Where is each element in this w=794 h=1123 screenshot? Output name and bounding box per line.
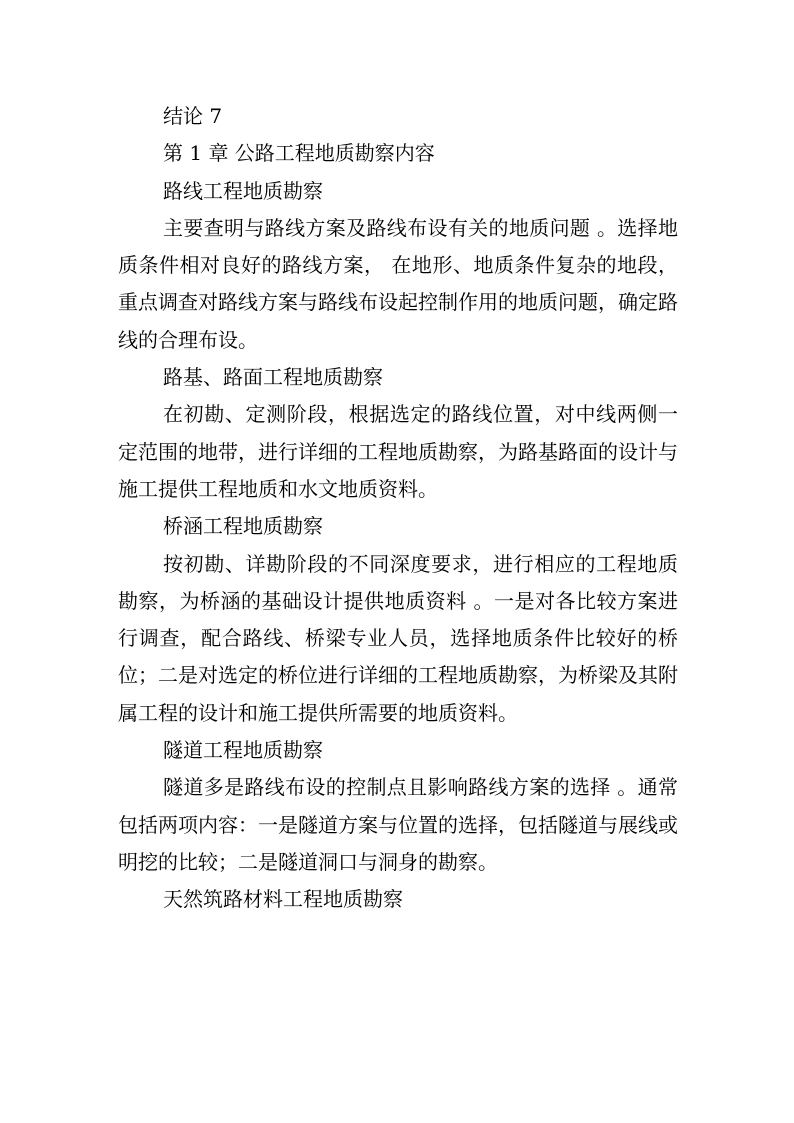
- section-body-route: 主要查明与路线方案及路线布设有关的地质问题 。选择地质条件相对良好的路线方案， 在地形、地质条件复杂的地段，重点调查对路线方案与路线布设起控制作用的地质问题，确定路线的合理布设。: [118, 215, 678, 352]
- document-content: [118, 98, 678, 919]
- chapter-heading: 第 1 章 公路工程地质勘察内容: [163, 141, 435, 166]
- section-title-subgrade: 路基、路面工程地质勘察: [163, 365, 383, 390]
- section-title-bridge: 桥涵工程地质勘察: [163, 514, 323, 539]
- section-body-tunnel: 隧道多是路线布设的控制点且影响路线方案的选择 。通常包括两项内容：一是隧道方案与位置的选择，包括隧道与展线或明挖的比较；二是隧道洞口与洞身的勘察。: [118, 775, 678, 874]
- section-body-bridge: 按初勘、详勘阶段的不同深度要求，进行相应的工程地质勘察，为桥涵的基础设计提供地质资料 。一是对各比较方案进行调查，配合路线、桥梁专业人员，选择地质条件比较好的桥位；二是对选定的桥位进行详细的工程地质勘察，为桥梁及其附属工程的设计和施工提供所需要的地质资料。: [118, 551, 678, 725]
- section-title-tunnel: 隧道工程地质勘察: [163, 738, 323, 763]
- section-title-materials: 天然筑路材料工程地质勘察: [163, 887, 403, 912]
- section-title-route: 路线工程地质勘察: [163, 178, 323, 203]
- toc-line-conclusion: 结论 7: [163, 104, 223, 128]
- section-body-subgrade: 在初勘、定测阶段，根据选定的路线位置，对中线两侧一定范围的地带，进行详细的工程地质勘察，为路基路面的设计与施工提供工程地质和水文地质资料。: [118, 402, 678, 501]
